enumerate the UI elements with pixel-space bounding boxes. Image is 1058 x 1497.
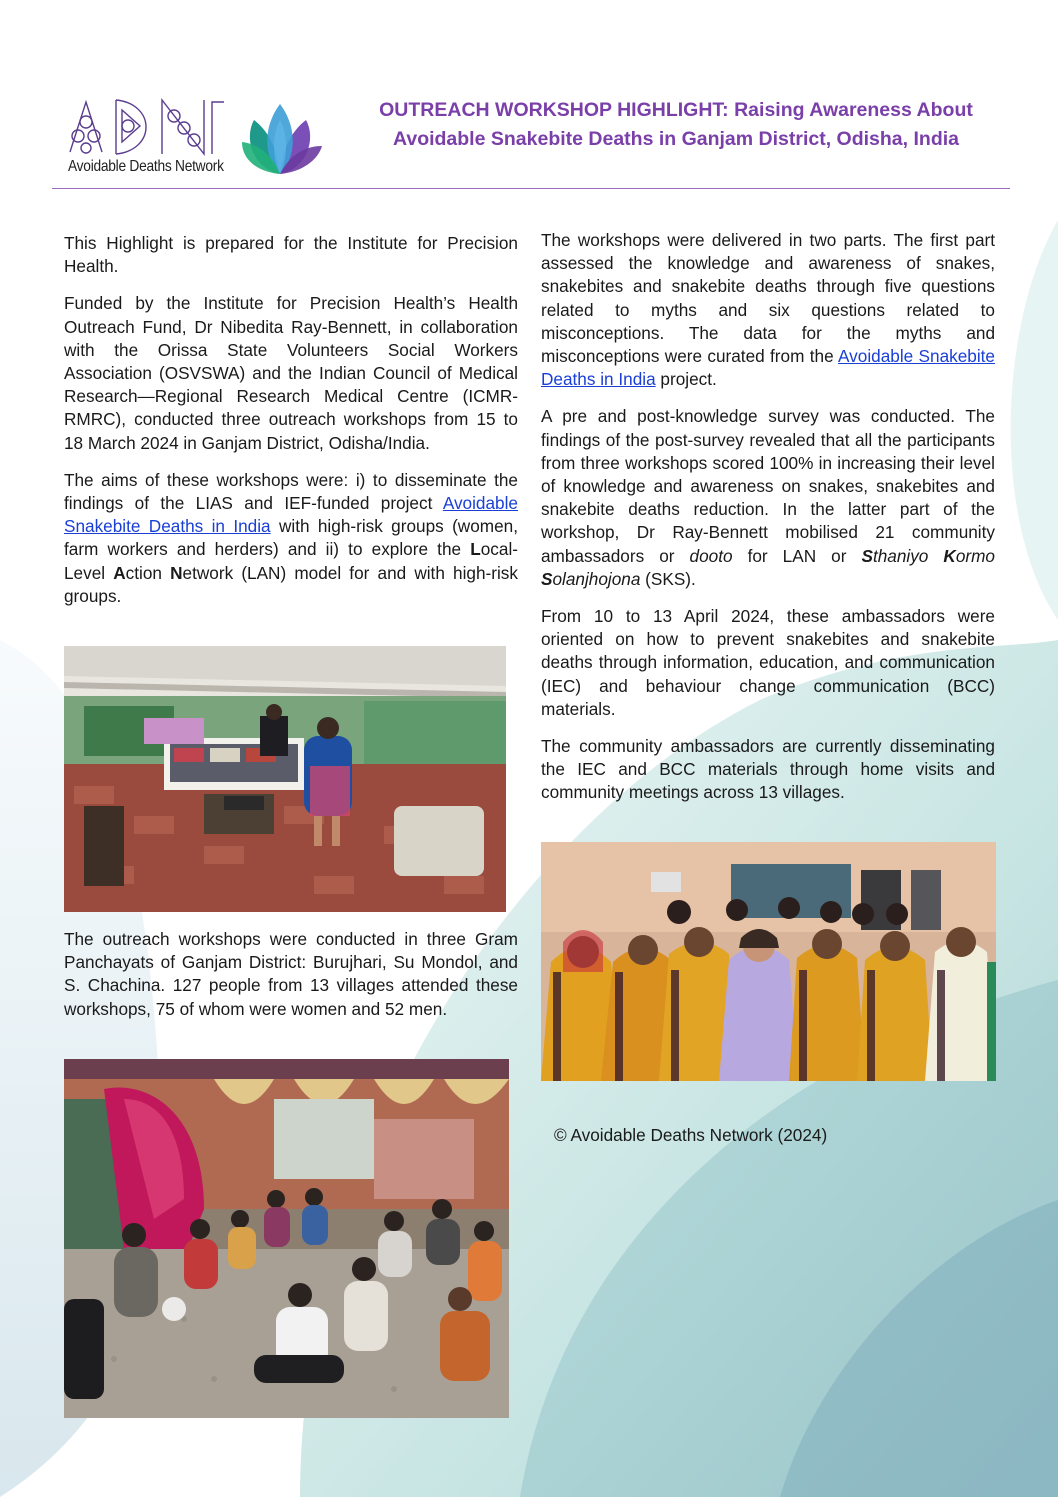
acronym-letter-l: L bbox=[470, 539, 481, 560]
snakebite-project-link[interactable]: Avoidable Snakebite Deaths in India bbox=[64, 493, 518, 537]
aims-text-a: The aims of these workshops were: i) to disseminate the findings of the LIAS and IEF-funded project bbox=[64, 469, 518, 514]
page-title bbox=[360, 96, 992, 154]
acronym-letter-a: A bbox=[113, 562, 126, 583]
aims-text-b: with high-risk groups (women, farm workers and herders) and ii) to explore the bbox=[64, 516, 518, 560]
paragraph-outreach: The outreach workshops were conducted in three Gram Panchayats of Ganjam District: Burujhari, Su Mondol, and S. Chachina. 127 people from 13 villages attended these workshops, 75 of whom were women and 52 men. bbox=[64, 929, 518, 1019]
paragraph-workshop-parts bbox=[541, 229, 995, 391]
logo-caption: Avoidable Deaths Network bbox=[68, 158, 224, 175]
photo-community-ambassadors bbox=[541, 842, 996, 1081]
sks-word-thaniyo: thaniyo bbox=[872, 545, 944, 566]
parts-text-a: The workshops were delivered in two parts. The first part assessed the knowledge and awareness of snakes, snakebites and snakebite deaths through five questions related to myths and six questions related to misconceptions. The data for the myths and misconceptions were curated from the bbox=[541, 230, 995, 367]
paragraph-ambassador-dissemination: The community ambassadors are currently disseminating the IEC and BCC materials through home visits and community meetings across 13 villages. bbox=[541, 736, 995, 803]
photo-group-seated bbox=[64, 1059, 509, 1418]
aims-text-ction: ction bbox=[125, 562, 171, 583]
dooto-term: dooto bbox=[689, 545, 733, 566]
sks-letter-s1: S bbox=[861, 545, 873, 566]
right-column bbox=[541, 229, 995, 819]
sks-letter-k: K bbox=[943, 545, 956, 566]
copyright-notice: © Avoidable Deaths Network (2024) bbox=[554, 1125, 828, 1145]
paragraph-aims bbox=[64, 469, 518, 608]
paragraph-intro: This Highlight is prepared for the Institute for Precision Health. bbox=[64, 233, 518, 277]
paragraph-survey bbox=[541, 405, 995, 591]
header-divider bbox=[52, 188, 1010, 189]
snakebite-project-link-2[interactable]: Avoidable Snakebite Deaths in India bbox=[541, 346, 995, 390]
survey-text-a: A pre and post-knowledge survey was conducted. The findings of the post-survey revealed that all the participants from three workshops scored 100% in increasing their level of knowledge and awareness on snakes, snakebites and snakebite deaths reduction. In the latter part of the workshop, Dr Ray-Bennett mobilised 21 community ambassadors or bbox=[541, 406, 995, 566]
title-line-2: Avoidable Snakebite Deaths in Ganjam District, Odisha, India bbox=[392, 128, 959, 150]
photo-workshop-poster bbox=[64, 646, 506, 912]
sks-letter-s2: S bbox=[541, 568, 553, 589]
parts-text-b: project. bbox=[655, 369, 717, 390]
left-column bbox=[64, 232, 518, 622]
paragraph-ambassador-training: From 10 to 13 April 2024, these ambassadors were oriented on how to prevent snakebites and snakebite deaths through information, education, and communication (IEC) and behaviour change communication (BCC) materials. bbox=[541, 606, 995, 719]
survey-text-c: (SKS). bbox=[640, 568, 696, 589]
paragraph-funding: Funded by the Institute for Precision Health’s Health Outreach Fund, Dr Nibedita Ray-Bennett, in collaboration with the Orissa State Volunteers Social Workers Association (OSVSWA) and the Indian Council of Medical Research—Regional Research Medical Centre (ICMR-RMRC), conducted three outreach workshops from 15 to 18 March 2024 in Ganjam District, Odisha/India. bbox=[64, 293, 518, 453]
acronym-letter-n: N bbox=[170, 562, 183, 583]
aims-text-c: etwork (LAN) model for and with high-risk groups. bbox=[64, 562, 518, 606]
title-line-1: OUTREACH WORKSHOP HIGHLIGHT: Raising Awareness About bbox=[379, 99, 973, 121]
sks-word-olanjhojona: olanjhojona bbox=[552, 568, 641, 589]
aims-text-ocal: ocal-Level bbox=[64, 539, 518, 583]
survey-text-b: for LAN or bbox=[732, 545, 862, 566]
sks-word-ormo: ormo bbox=[955, 545, 995, 566]
